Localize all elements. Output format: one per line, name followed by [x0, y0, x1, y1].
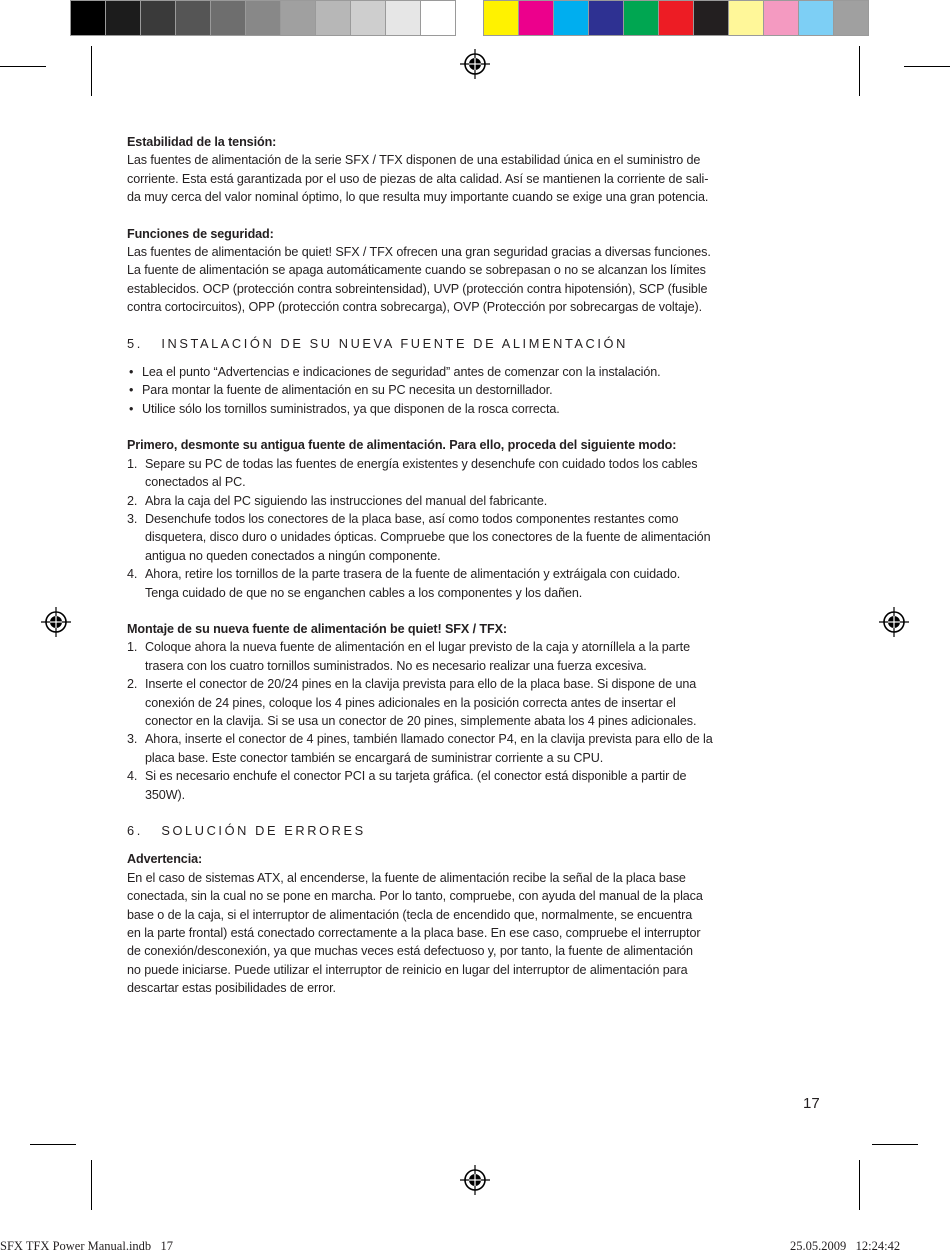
step-line: placa base. Este conector también se encargará de suministrar corriente a su CPU. — [145, 750, 604, 765]
safety-heading: Funciones de seguridad: — [127, 226, 274, 241]
step-line: Inserte el conector de 20/24 pines en la clavija prevista para ello de la placa base. Si dispone de una — [145, 677, 697, 692]
list-item — [127, 565, 827, 602]
crop-mark — [859, 46, 860, 96]
step-number: 4. — [127, 769, 138, 784]
color-swatch — [316, 0, 351, 36]
step-line: Ahora, inserte el conector de 4 pines, también llamado conector P4, en la clavija prevista para ello de la — [145, 732, 713, 747]
paragraph-line: La fuente de alimentación se apaga automáticamente cuando se sobrepasan o no se alcanzan los límites — [127, 263, 706, 278]
color-swatch — [70, 0, 106, 36]
crop-mark — [91, 1160, 92, 1210]
step-number: 4. — [127, 567, 138, 582]
color-swatch — [834, 0, 869, 36]
crop-mark — [0, 66, 46, 67]
step-line: conexión de 24 pines, coloque los 4 pines adicionales en la posición correcta antes de insertar el — [145, 695, 676, 710]
color-swatch — [729, 0, 764, 36]
installation-section-title: 5. INSTALACIÓN DE SU NUEVA FUENTE DE ALIMENTACIÓN — [127, 335, 628, 351]
list-item — [127, 730, 827, 767]
color-swatch — [421, 0, 456, 36]
color-swatch — [106, 0, 141, 36]
step-line: conector en la clavija. Si se usa un conector de 20 pines, simplemente abata los 4 pines adicionales. — [145, 713, 697, 728]
color-swatch — [554, 0, 589, 36]
paragraph-line: Las fuentes de alimentación de la serie SFX / TFX disponen de una estabilidad única en el suministro de — [127, 153, 701, 168]
color-swatch — [176, 0, 211, 36]
color-swatch — [624, 0, 659, 36]
step-line: Coloque ahora la nueva fuente de alimentación en el lugar previsto de la caja y atorníllela a la parte — [145, 640, 690, 655]
list-item — [127, 455, 827, 492]
paragraph-line: conectada, sin la cual no se pone en marcha. Por lo tanto, compruebe, con ayuda del manual de la placa — [127, 889, 703, 904]
troubleshooting-section-title: 6. SOLUCIÓN DE ERRORES — [127, 823, 366, 838]
step-line: Si es necesario enchufe el conector PCI a su tarjeta gráfica. (el conector está disponible a partir de — [145, 769, 687, 784]
color-swatch — [386, 0, 421, 36]
step-line: Abra la caja del PC siguiendo las instrucciones del manual del fabricante. — [145, 493, 548, 508]
color-swatch — [246, 0, 281, 36]
step-line: Ahora, retire los tornillos de la parte trasera de la fuente de alimentación y extráigala con cuidado. — [145, 567, 681, 582]
step-line: Separe su PC de todas las fuentes de energía existentes y desenchufe con cuidado todos los cables — [145, 456, 698, 471]
step-number: 3. — [127, 732, 138, 747]
registration-mark-icon — [460, 49, 490, 79]
mount-new-psu-heading: Montaje de su nueva fuente de alimentación be quiet! SFX / TFX: — [127, 621, 507, 636]
paragraph-line: En el caso de sistemas ATX, al encenderse, la fuente de alimentación recibe la señal de la placa base — [127, 870, 686, 885]
paragraph-line: da muy cerca del valor nominal óptimo, lo que resulta muy importante cuando se exige una gran potencia. — [127, 190, 709, 205]
crop-mark — [872, 1144, 918, 1145]
list-item — [127, 492, 827, 510]
color-swatch — [589, 0, 624, 36]
stability-heading: Estabilidad de la tensión: — [127, 135, 277, 149]
installation-bullet-list — [127, 363, 827, 418]
page-number: 17 — [803, 1095, 820, 1112]
list-item — [127, 510, 827, 565]
warning-heading: Advertencia: — [127, 852, 203, 867]
crop-mark — [904, 66, 950, 67]
crop-mark — [91, 46, 92, 96]
color-swatch — [351, 0, 386, 36]
paragraph-line: base o de la caja, si el interruptor de alimentación (tecla de encendido que, normalmente, se encuentra — [127, 907, 693, 922]
manual-page-body — [127, 133, 827, 998]
color-swatch — [141, 0, 176, 36]
list-item — [127, 638, 827, 675]
paragraph-line: contra cortocircuitos), OPP (protección contra sobrecarga), OVP (Protección por sobrecargas de voltaje). — [127, 300, 703, 315]
remove-old-psu-heading: Primero, desmonte su antigua fuente de alimentación. Para ello, proceda del siguiente modo: — [127, 438, 677, 453]
paragraph-line: no puede iniciarse. Puede utilizar el interruptor de reinicio en lugar del interruptor de alimentación para — [127, 962, 688, 977]
step-number: 2. — [127, 493, 138, 508]
list-item — [127, 767, 827, 804]
registration-mark-icon — [41, 607, 71, 637]
step-number: 3. — [127, 511, 138, 526]
list-item: • Para montar la fuente de alimentación en su PC necesita un destornillador. — [127, 381, 827, 399]
color-swatch — [764, 0, 799, 36]
print-slug-timestamp: 25.05.2009 12:24:42 — [790, 1239, 901, 1253]
print-slug-filename: SFX TFX Power Manual.indb 17 — [0, 1239, 174, 1253]
step-number: 1. — [127, 640, 138, 655]
color-swatch — [659, 0, 694, 36]
mount-steps-list — [127, 638, 827, 804]
paragraph-line: descartar estas posibilidades de error. — [127, 981, 336, 996]
color-swatch — [519, 0, 554, 36]
step-number: 1. — [127, 456, 138, 471]
step-line: trasera con los cuatro tornillos suministrados. No es necesario realizar una fuerza excesiva. — [145, 658, 647, 673]
list-item: • Utilice sólo los tornillos suministrados, ya que disponen de la rosca correcta. — [127, 400, 827, 418]
step-line: conectados al PC. — [145, 475, 246, 490]
step-line: 350W). — [145, 787, 185, 802]
process-color-bar — [483, 0, 869, 36]
paragraph-line: establecidos. OCP (protección contra sobreintensidad), UVP (protección contra hipotensión), SCP (fusible — [127, 281, 708, 296]
step-line: Tenga cuidado de que no se enganchen cables a los componentes y los dañen. — [145, 585, 583, 600]
crop-mark — [30, 1144, 76, 1145]
color-swatch — [211, 0, 246, 36]
color-swatch — [281, 0, 316, 36]
grayscale-color-bar — [70, 0, 456, 36]
step-number: 2. — [127, 677, 138, 692]
remove-steps-list — [127, 455, 827, 602]
color-swatch — [694, 0, 729, 36]
list-item: • Lea el punto “Advertencias e indicaciones de seguridad” antes de comenzar con la instalación. — [127, 363, 827, 381]
paragraph-line: en la parte frontal) está conectado correctamente a la placa base. En ese caso, compruebe el interruptor — [127, 926, 701, 941]
step-line: Desenchufe todos los conectores de la placa base, así como todos componentes restantes como — [145, 511, 679, 526]
list-item — [127, 675, 827, 730]
registration-mark-icon — [460, 1165, 490, 1195]
paragraph-line: Las fuentes de alimentación be quiet! SFX / TFX ofrecen una gran seguridad gracias a diversas funciones. — [127, 245, 711, 260]
paragraph-line: de conexión/desconexión, ya que muchas veces está defectuoso y, por tanto, la fuente de alimentación — [127, 944, 693, 959]
paragraph-line: corriente. Esta está garantizada por el uso de piezas de alta calidad. Así se mantienen la corriente de sali- — [127, 171, 709, 186]
crop-mark — [859, 1160, 860, 1210]
registration-mark-icon — [879, 607, 909, 637]
step-line: antigua no queden conectados a ningún componente. — [145, 548, 441, 563]
step-line: disquetera, disco duro o unidades ópticas. Compruebe que los conectores de la fuente de alimentación — [145, 530, 711, 545]
color-swatch — [483, 0, 519, 36]
color-swatch — [799, 0, 834, 36]
